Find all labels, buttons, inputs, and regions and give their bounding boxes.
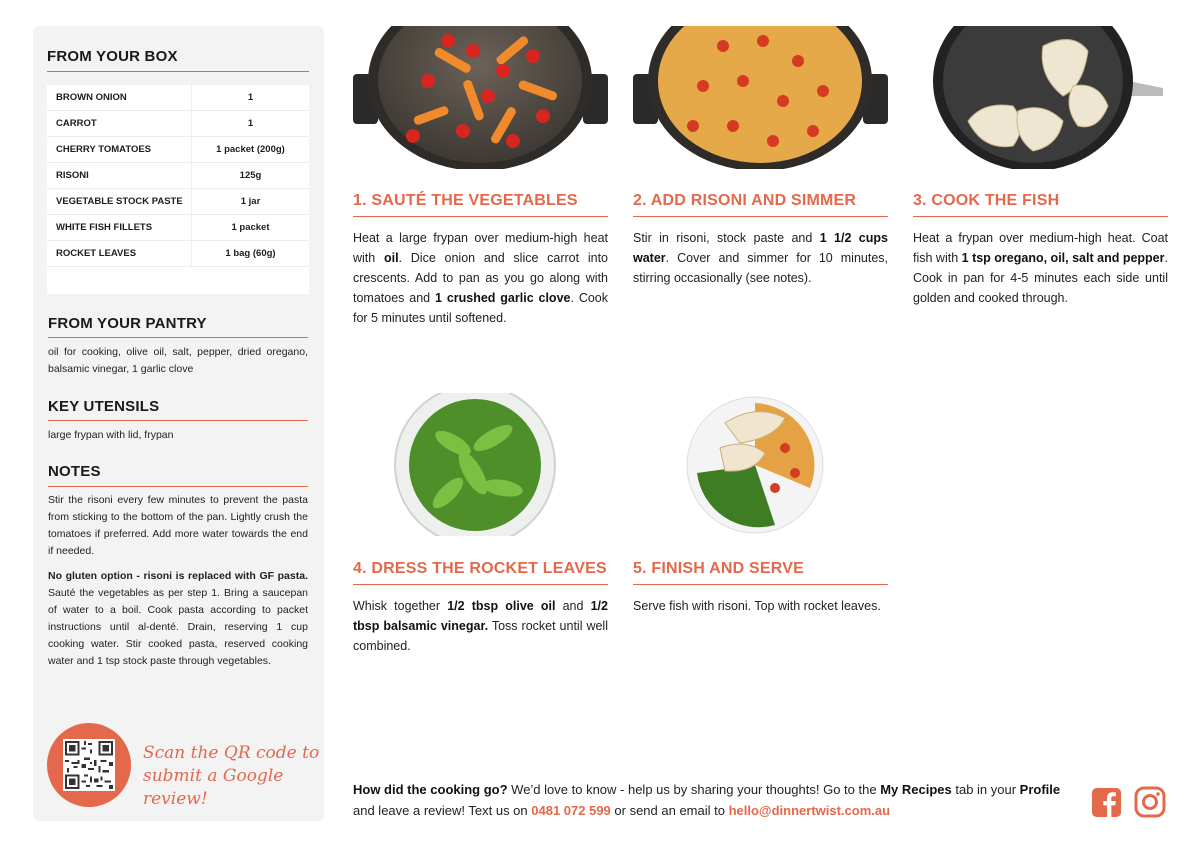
text-run: and leave a review! Text us on: [353, 803, 532, 818]
text-run: Serve fish with risoni. Top with rocket leaves.: [633, 599, 881, 613]
qr-caption: [143, 742, 324, 811]
gluten-free-heading: No gluten option - risoni is replaced with GF pasta.: [48, 570, 308, 582]
bold-text: 1 crushed garlic clove: [435, 291, 571, 305]
text-run: . Cover and simmer for 10 minutes, stirring occasionally (see notes).: [633, 251, 888, 285]
text-run: We’d love to know - help us by sharing your thoughts! Go to the: [507, 782, 881, 797]
ingredient-name: CARROT: [56, 118, 97, 129]
qr-code-icon[interactable]: [63, 739, 115, 791]
step-divider: [353, 584, 608, 585]
step-3-title: 3. COOK THE FISH: [913, 192, 1060, 209]
step-5-text: [633, 596, 888, 616]
step-5-photo: [685, 393, 825, 536]
qr-badge: [47, 723, 131, 807]
bold-text: Profile: [1019, 782, 1061, 797]
bold-text: How did the cooking go?: [353, 782, 508, 797]
ingredient-qty: 1: [191, 85, 309, 111]
table-row: [47, 163, 309, 189]
ingredient-name: BROWN ONION: [56, 92, 127, 103]
ingredients-sidebar: [33, 26, 324, 821]
ingredient-qty: 1 packet: [191, 215, 309, 241]
text-run: . Cook for 5 minutes until softened.: [353, 291, 608, 325]
ingredient-name: ROCKET LEAVES: [56, 248, 137, 259]
step-divider: [633, 584, 888, 585]
qr-caption-line: submit a Google review!: [143, 766, 284, 809]
feedback-footer: [353, 779, 1073, 821]
text-run: tab in your: [951, 782, 1020, 797]
text-run: . Dice onion and slice carrot into crescents. Add to pan as you go along with tomatoes and: [353, 251, 608, 305]
notes-heading: NOTES: [48, 463, 101, 480]
text-run: Heat a large frypan over medium-high heat with: [353, 231, 608, 265]
step-4-photo: [393, 393, 558, 536]
bold-text: 1 tsp oregano, oil, salt and pepper: [961, 251, 1165, 265]
ingredient-qty: 1: [191, 111, 309, 137]
notes-paragraph: Stir the risoni every few minutes to prevent the pasta from sticking to the bottom of the pan. Lightly crush the tomatoes if preferred. Add more water towards the end if needed.: [48, 494, 308, 557]
contact-link[interactable]: hello@dinnertwist.com.au: [728, 803, 891, 818]
bold-text: 1/2 tbsp balsamic vinegar.: [353, 599, 608, 633]
step-1-photo: [353, 26, 608, 169]
utensils-list: large frypan with lid, frypan: [48, 429, 174, 441]
ingredient-qty: 1 bag (60g): [191, 241, 309, 267]
bold-text: 1 1/2 cups water: [633, 231, 888, 265]
facebook-icon[interactable]: [1091, 787, 1122, 818]
notes-paragraph: [48, 568, 308, 670]
text-run: . Cook in pan for 4-5 minutes each side until golden and cooked through.: [913, 251, 1168, 305]
instagram-icon[interactable]: [1134, 786, 1166, 818]
text-run: or send an email to: [610, 803, 729, 818]
step-divider: [353, 216, 608, 217]
ingredient-qty: 1 packet (200g): [191, 137, 309, 163]
heading-divider: [48, 420, 308, 421]
heading-divider: [48, 486, 308, 487]
ingredient-name: VEGETABLE STOCK PASTE: [56, 196, 183, 207]
step-4-text: [353, 596, 608, 656]
step-5-title: 5. FINISH AND SERVE: [633, 560, 804, 577]
bold-text: oil: [383, 251, 399, 265]
step-4-title: 4. DRESS THE ROCKET LEAVES: [353, 560, 607, 577]
heading-divider: [48, 337, 308, 338]
text-run: and: [555, 599, 591, 613]
key-utensils-heading: KEY UTENSILS: [48, 398, 160, 415]
step-1-text: [353, 228, 608, 328]
table-row: [47, 189, 309, 215]
step-divider: [913, 216, 1168, 217]
ingredients-table: [47, 85, 309, 294]
qr-caption-line: Scan the QR code to: [143, 743, 320, 763]
table-row: [47, 137, 309, 163]
text-run: Whisk together: [353, 599, 448, 613]
text-run: Toss rocket until well combined.: [353, 619, 608, 653]
ingredient-qty: 125g: [191, 163, 309, 189]
step-1-title: 1. SAUTÉ THE VEGETABLES: [353, 192, 578, 209]
table-row: [47, 111, 309, 137]
bold-text: My Recipes: [880, 782, 952, 797]
step-3-photo: [913, 26, 1168, 169]
ingredient-qty: 1 jar: [191, 189, 309, 215]
ingredient-name: WHITE FISH FILLETS: [56, 222, 153, 233]
text-run: Heat a frypan over medium-high heat. Coat fish with: [913, 231, 1168, 265]
text-run: Stir in risoni, stock paste and: [633, 231, 820, 245]
from-your-pantry-heading: FROM YOUR PANTRY: [48, 315, 207, 332]
table-row: [47, 241, 309, 267]
step-2-photo: [633, 26, 888, 169]
bold-text: 1/2 tbsp olive oil: [447, 599, 556, 613]
notes-body: [48, 492, 308, 670]
table-row: [47, 85, 309, 111]
ingredient-name: CHERRY TOMATOES: [56, 144, 152, 155]
gluten-free-text: Sauté the vegetables as per step 1. Bring a saucepan of water to a boil. Cook pasta according to packet instructions until al-denté. Drain, reserving 1 cup cooking water. Stir cooked pasta, reserved cooking water and 1 tsp stock paste through vegetables.: [48, 587, 308, 667]
table-row: [47, 215, 309, 241]
from-your-box-heading: FROM YOUR BOX: [47, 48, 178, 65]
step-3-text: [913, 228, 1168, 308]
step-2-title: 2. ADD RISONI AND SIMMER: [633, 192, 857, 209]
heading-divider: [47, 71, 309, 72]
step-2-text: [633, 228, 888, 288]
step-divider: [633, 216, 888, 217]
contact-link[interactable]: 0481 072 599: [531, 803, 611, 818]
ingredient-name: RISONI: [56, 170, 89, 181]
pantry-list: oil for cooking, olive oil, salt, pepper, dried oregano, balsamic vinegar, 1 garlic clove: [48, 346, 308, 375]
